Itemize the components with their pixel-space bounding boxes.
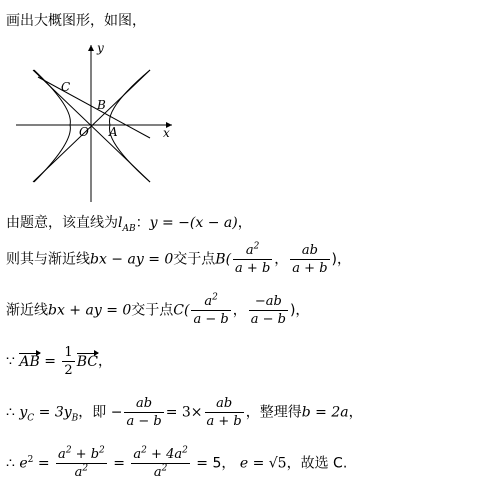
line5-times: = 3× (165, 404, 203, 421)
line3-f1-sup: 2 (212, 292, 218, 303)
line5-eq: = 3y (38, 404, 72, 421)
line5-f2-den: a + b (206, 414, 242, 429)
vector-bc: BC (76, 353, 98, 370)
line3-f1-den: a − b (193, 312, 229, 327)
label-a: A (109, 125, 118, 139)
line4-den: 2 (64, 363, 73, 378)
line5-result: b = 2a (301, 404, 349, 421)
line3-mid: 交于点 (131, 302, 174, 319)
line3-comma: ， (232, 302, 247, 319)
line6-f2-plus: + 4a (146, 447, 183, 462)
line6-eq3: = 5， (196, 455, 236, 472)
eccentricity-line (6, 445, 348, 480)
intro-text: 画出大概图形，如图， (6, 13, 146, 29)
line6-answer: ，故选 C. (286, 455, 348, 472)
line2-frac2 (290, 244, 329, 275)
line6-frac2 (131, 445, 189, 480)
line2-f1-sup: 2 (253, 241, 260, 252)
line2-prefix: 则其与渐近线 (6, 251, 90, 268)
line6-eq1: = (37, 455, 50, 472)
line3-point: C( (173, 302, 190, 319)
line2-f2-num: ab (290, 244, 329, 260)
line6-therefore: ∴ (6, 455, 15, 472)
line3-prefix: 渐近线 (6, 302, 48, 319)
line2-comma: ， (274, 251, 289, 268)
line4-suffix: ， (97, 353, 112, 370)
line6-e: e (19, 455, 28, 472)
line3-f2-num: −ab (249, 295, 288, 311)
line6-eq4: = √5 (252, 455, 287, 472)
line3-eq: bx + ay = 0 (48, 302, 132, 319)
point-c-line (6, 292, 310, 327)
line6-f2-den-sup: 2 (161, 463, 168, 474)
line6-eq2: = (113, 455, 125, 472)
line6-f1-den: a (74, 465, 83, 480)
line4-num: 1 (64, 345, 73, 360)
y-axis-arrow (88, 45, 94, 51)
line6-f2-den: a (153, 465, 162, 480)
line6-f2-a: a (133, 447, 142, 462)
line6-f1-a: a (58, 447, 66, 462)
line3-frac2 (249, 295, 288, 326)
line5-frac2 (205, 397, 244, 428)
line1-suffix: ， (237, 215, 252, 231)
line4-because: ∵ (6, 353, 15, 370)
line2-f2-den: a + b (292, 261, 328, 276)
label-b: B (97, 98, 106, 112)
line5-f1-num: ab (124, 397, 163, 413)
line4-eq: = (44, 353, 56, 370)
line3-close: )， (289, 302, 310, 319)
line5-f1-den: a − b (126, 414, 162, 429)
line5-sub-c: C (27, 413, 35, 424)
line6-f2-a-sup: 2 (141, 445, 147, 456)
point-b-line (6, 241, 351, 276)
label-y: y (97, 41, 104, 55)
line2-f1-num: a (245, 243, 254, 258)
line6-f1-den-sup: 2 (82, 463, 89, 474)
label-o: O (79, 125, 89, 139)
hyperbola-diagram (0, 30, 200, 205)
line6-e2: e (239, 455, 249, 472)
line2-close: )， (331, 251, 351, 268)
line2-frac1 (233, 241, 272, 276)
line1-prefix: 由题意，该直线为 (6, 215, 118, 231)
line6-sup: 2 (27, 454, 34, 465)
line1-l: l (118, 215, 123, 231)
line5-after: ，整理得 (245, 404, 302, 421)
line5-frac1 (124, 397, 163, 428)
label-c: C (61, 80, 71, 94)
line5-sub-b: B (71, 413, 79, 424)
line6-f1-a-sup: 2 (65, 445, 72, 456)
line2-f1-den: a + b (235, 261, 271, 276)
line3-f2-den: a − b (250, 312, 286, 327)
vector-ab: AB (19, 353, 40, 370)
line1-colon: ： (135, 215, 150, 231)
line5-suffix: ， (348, 404, 363, 421)
line1-sub: AB (122, 223, 136, 234)
line3-frac1 (191, 292, 230, 327)
line6-frac1 (56, 445, 107, 480)
line2-mid: 交于点 (173, 251, 216, 268)
line5-y: y (19, 404, 28, 421)
line5-f2-num: ab (205, 397, 244, 413)
line2-eq: bx − ay = 0 (90, 251, 174, 268)
line6-f1-b-sup: 2 (99, 445, 105, 456)
ratio-line (6, 397, 363, 428)
line1-eq: y = −(x − a) (149, 215, 238, 231)
line6-f2-4a-sup: 2 (182, 445, 188, 456)
line2-point: B( (215, 251, 232, 268)
line4-half (62, 346, 74, 377)
line5-mid: ，即 − (78, 404, 123, 421)
line-ab-equation (6, 215, 252, 234)
line5-therefore: ∴ (6, 404, 15, 421)
label-x: x (163, 126, 170, 140)
vector-line (6, 346, 112, 377)
line6-f1-plus: + b (71, 447, 100, 462)
line3-f1-num: a (204, 294, 213, 309)
